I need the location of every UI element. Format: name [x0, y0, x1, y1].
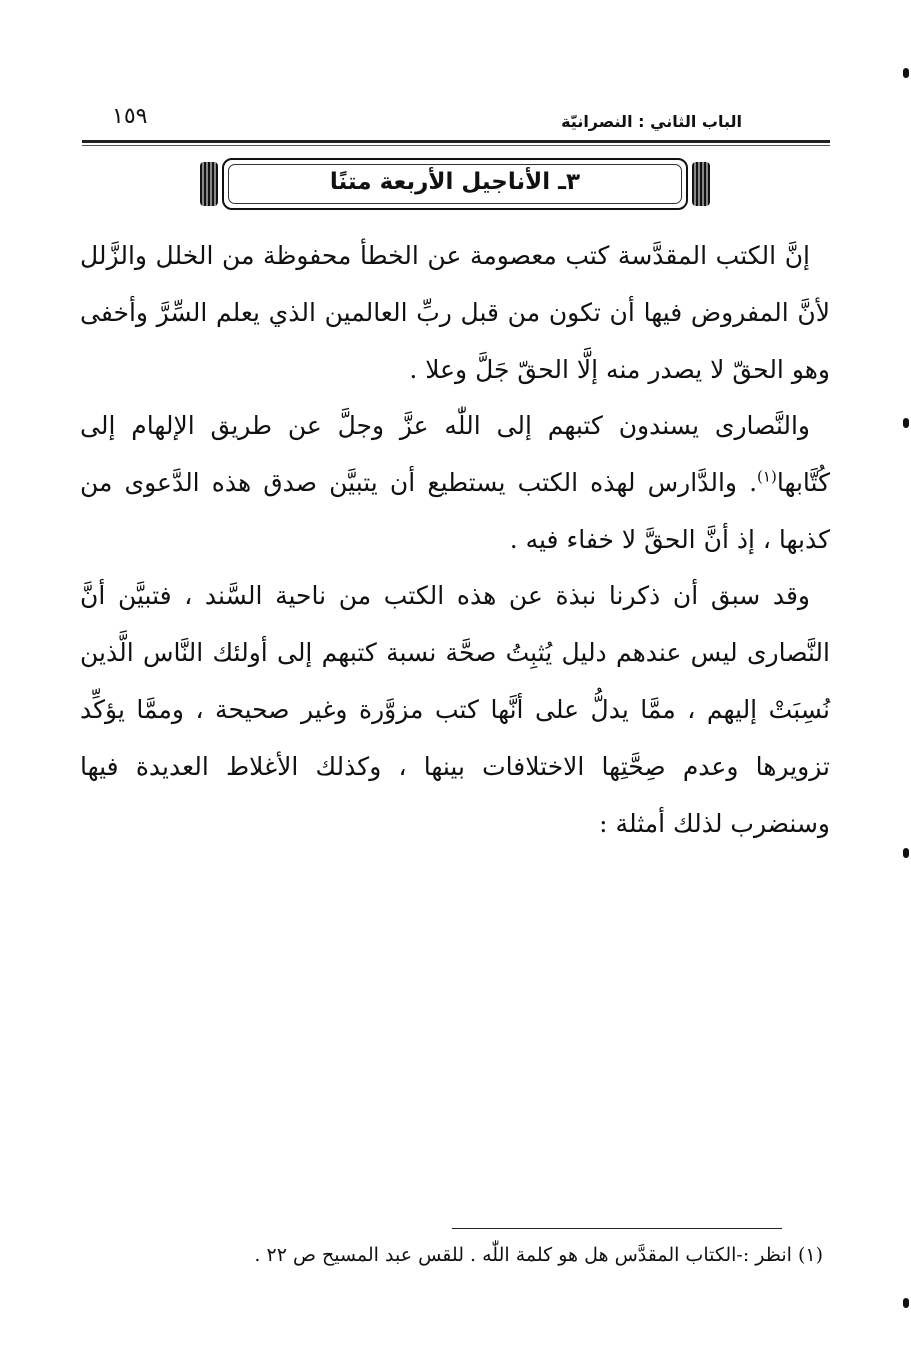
paragraph-3: [80, 567, 830, 852]
header-rule: [82, 140, 830, 143]
ornament-right: [692, 162, 710, 206]
scan-mark: [903, 418, 909, 428]
paragraph-2: [80, 397, 830, 568]
paragraph-text: وقد سبق أن ذكرنا نبذة عن هذه الكتب من ناحية السَّند ، فتبيَّن أنَّ النَّصارى ليس عندهم دليل يُثبِتُ صحَّة نسبة كتبهم إلى أولئك النَّاس الَّذين نُسِبَتْ إليهم ، ممَّا يدلُّ على أنَّها كتب مزوَّرة وغير صحيحة ، وممَّا يؤكِّد تزويرها وعدم صِحَّتِها الاختلافات بينها ، وكذلك الأغلاط العديدة فيها وسنضرب لذلك أمثلة :: [80, 581, 830, 838]
paragraph-1: [80, 227, 830, 398]
footnote: (١) انظر :-الكتاب المقدَّس هل هو كلمة اللّٰه . للقس عبد المسيح ص ٢٢ .: [254, 1244, 823, 1266]
sentence-end: .: [749, 468, 758, 497]
scan-mark: [903, 1298, 909, 1308]
scan-mark: [903, 848, 909, 858]
scan-mark: [903, 68, 909, 78]
section-title-box: [200, 158, 710, 210]
page-number: ١٥٩: [112, 104, 148, 129]
running-header: [82, 100, 828, 140]
paragraph-text: والدَّارس لهذه الكتب يستطيع أن يتبيَّن صدق هذه الدَّعوى من كذبها ، إذ أنَّ الحقَّ لا خفاء فيه .: [80, 468, 830, 554]
footnote-reference: (١): [757, 467, 777, 486]
paragraph-text: والنَّصارى يسندون كتبهم إلى اللّٰه عزَّ وجلَّ عن طريق الإلهام إلى كُتَّابها: [80, 411, 830, 497]
footnote-rule: [452, 1228, 782, 1229]
section-title: ٣ـ الأناجيل الأربعة متنًا: [329, 169, 581, 195]
chapter-title: الباب الثاني : النصرانيّة: [561, 112, 742, 131]
paragraph-text: إنَّ الكتب المقدَّسة كتب معصومة عن الخطأ محفوظة من الخلل والزَّلل لأنَّ المفروض فيها أن تكون من قبل ربِّ العالمين الذي يعلم السِّرَّ وأخفى وهو الحقّ لا يصدر منه إلَّا الحقّ جَلَّ وعلا .: [80, 241, 830, 384]
header-rule-thin: [82, 145, 830, 146]
